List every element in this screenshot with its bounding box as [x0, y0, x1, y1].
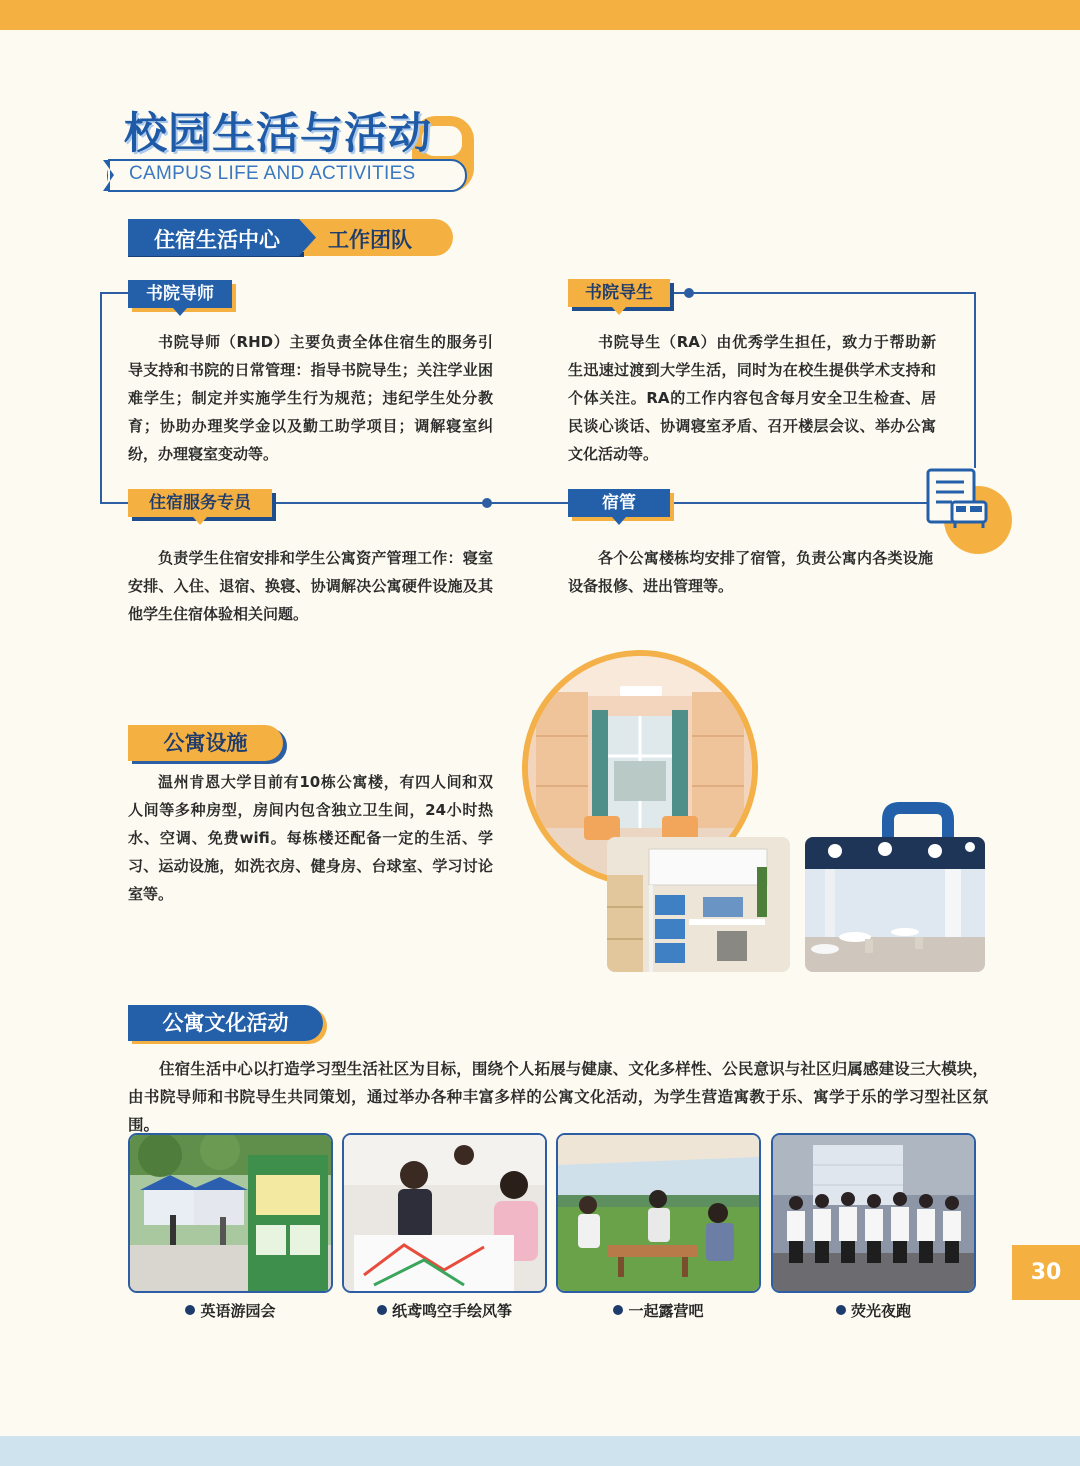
tag-pointer: [612, 517, 626, 525]
staff-description: 负责学生住宿安排和学生公寓资产管理工作：寝室安排、入住、退宿、换寝、协调解决公寓硬件设施及其他学生住宿体验相关问题。: [128, 549, 493, 623]
role-tag-dorm: [568, 489, 670, 517]
connector-dot: [482, 498, 492, 508]
role-tag-staff: [128, 489, 272, 517]
connector-line-bottom-mid: [272, 502, 568, 504]
top-color-band: [0, 0, 1080, 30]
team-tag-main-text: 住宿生活中心: [154, 228, 280, 252]
role-tag-dorm-label: 宿管: [602, 493, 636, 513]
activity-photo-kite-painting: [342, 1133, 547, 1293]
activity-caption-text: 英语游园会: [200, 1302, 276, 1320]
bottom-color-band: [0, 1436, 1080, 1466]
connector-line-top-right: [670, 292, 976, 294]
tag-pointer: [173, 308, 187, 316]
connector-line-bottom-right: [670, 502, 928, 504]
connector-line-top-left: [100, 292, 128, 294]
dorm-description: 各个公寓楼栋均安排了宿管，负责公寓内各类设施设备报修、进出管理等。: [568, 549, 933, 595]
role-tag-staff-label: 住宿服务专员: [149, 493, 251, 513]
activity-caption-text: 一起露营吧: [628, 1302, 704, 1320]
culture-description: 住宿生活中心以打造学习型生活社区为目标，围绕个人拓展与健康、文化多样性、公民意识与社区归属感建设三大模块，由书院导师和书院导生共同策划，通过举办各种丰富多样的公寓文化活动，为学生营造寓教于乐、寓学于乐的学习型社区氛围。: [128, 1060, 988, 1134]
lounge-photo: [805, 837, 985, 972]
connector-line-bottom-left: [100, 502, 128, 504]
activity-caption: [128, 1300, 333, 1321]
activity-caption-text: 纸鸢鸣空手绘风筝: [391, 1302, 512, 1320]
activity-caption: [342, 1300, 547, 1321]
culture-section-tag: 公寓文化活动: [128, 1005, 323, 1041]
page-number: 30: [1012, 1245, 1080, 1300]
team-section-tag: [128, 219, 453, 256]
activity-caption: [771, 1300, 976, 1321]
connector-line-left: [100, 292, 102, 504]
bullet-dot-icon: [185, 1305, 195, 1315]
bullet-dot-icon: [613, 1305, 623, 1315]
document-bed-icon: [922, 466, 1014, 556]
activity-photo-camping: [556, 1133, 761, 1293]
role-tag-rhd-label: 书院导师: [146, 284, 214, 304]
tag-pointer: [193, 517, 207, 525]
team-tag-sub-text: 工作团队: [328, 228, 412, 252]
activity-photo-english-fair: [128, 1133, 333, 1293]
page-subtitle: CAMPUS LIFE AND ACTIVITIES: [129, 163, 416, 184]
tag-pointer: [612, 307, 626, 315]
connector-dot: [684, 288, 694, 298]
activity-caption-text: 荧光夜跑: [850, 1302, 911, 1320]
activity-caption: [556, 1300, 761, 1321]
activity-photo-night-run: [771, 1133, 976, 1293]
page-title: 校园生活与活动: [124, 109, 432, 159]
apartment-section-tag: 公寓设施: [128, 725, 283, 761]
ra-description: 书院导生（RA）由优秀学生担任，致力于帮助新生迅速过渡到大学生活，同时为在校生提供学术支持和个体关注。RA的工作内容包含每月安全卫生检查、居民谈心谈话、协调寝室矛盾、召开楼层会议、举办公寓文化活动等。: [568, 333, 936, 463]
role-tag-rhd: [128, 280, 232, 308]
connector-line-right: [974, 292, 976, 468]
role-tag-ra: [568, 279, 670, 307]
bullet-dot-icon: [377, 1305, 387, 1315]
apartment-description: 温州肯恩大学目前有10栋公寓楼，有四人间和双人间等多种房型，房间内包含独立卫生间，24小时热水、空调、免费wifi。每栋楼还配备一定的生活、学习、运动设施，如洗衣房、健身房、台球室、学习讨论室等。: [128, 773, 493, 903]
bullet-dot-icon: [836, 1305, 846, 1315]
role-tag-ra-label: 书院导生: [585, 283, 653, 303]
rhd-description: 书院导师（RHD）主要负责全体住宿生的服务引导支持和书院的日常管理：指导书院导生；关注学业困难学生；制定并实施学生行为规范；违纪学生处分教育；协助办理奖学金以及勤工助学项目；调解寝室纠纷，办理寝室变动等。: [128, 333, 493, 463]
decorative-ribbon: [878, 798, 958, 838]
bunk-bed-photo: [607, 837, 790, 972]
